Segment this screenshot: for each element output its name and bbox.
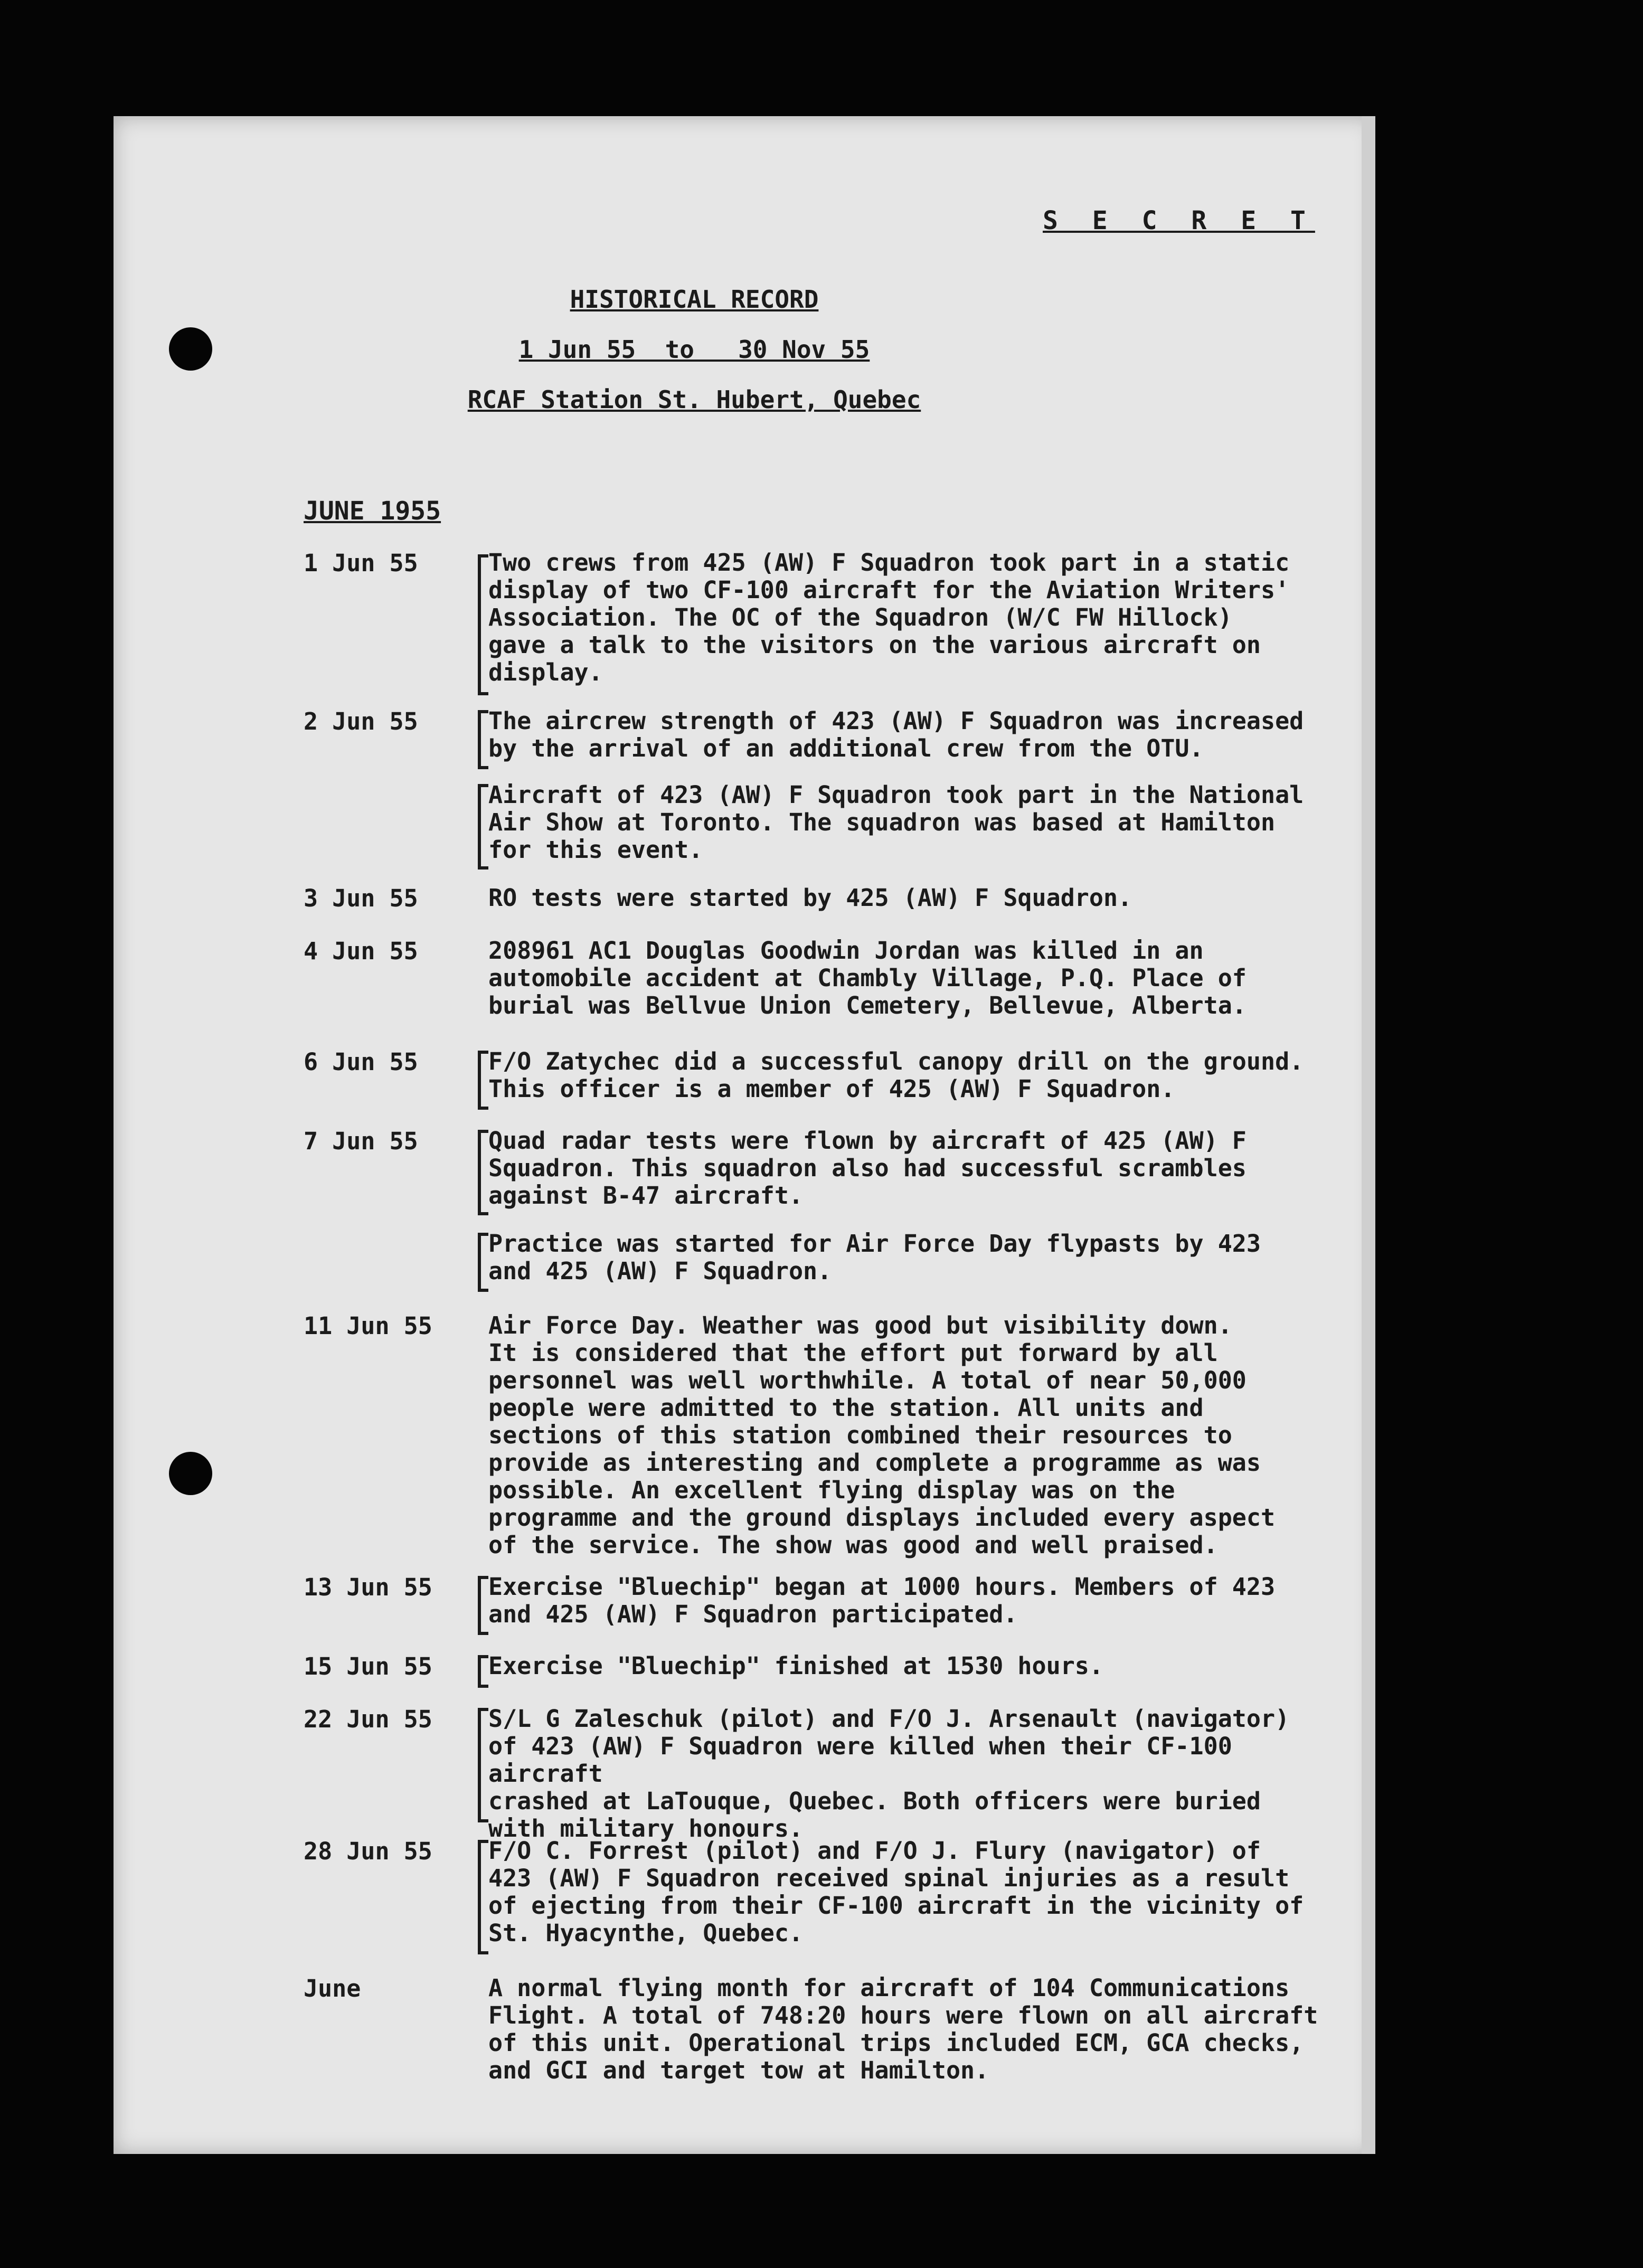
entry-text: Aircraft of 423 (AW) F Squadron took part in the National Air Show at Toronto. The squadron was based at Hamilton for this event.	[488, 781, 1304, 864]
margin-bracket	[478, 1655, 488, 1688]
entry-text: Two crews from 425 (AW) F Squadron took part in a static display of two CF-100 aircraft for the Aviation Writers' Association. The OC of the Squadron (W/C FW Hillock) gave a talk to the visitors on the various aircraft on display.	[488, 549, 1290, 686]
entry-date: June	[304, 1974, 361, 2002]
entry-date: 3 Jun 55	[304, 884, 418, 912]
entry-text: Exercise "Bluechip" began at 1000 hours. Members of 423 and 425 (AW) F Squadron participated.	[488, 1573, 1276, 1628]
margin-bracket	[478, 554, 488, 695]
entry-text: Practice was started for Air Force Day flypasts by 423 and 425 (AW) F Squadron.	[488, 1230, 1261, 1285]
classification-stamp: S E C R E T	[1043, 206, 1315, 235]
month-heading: JUNE 1955	[304, 496, 441, 526]
margin-bracket	[478, 1840, 488, 1954]
margin-bracket	[478, 1576, 488, 1635]
entry-text: S/L G Zaleschuk (pilot) and F/O J. Arsenault (navigator) of 423 (AW) F Squadron were killed when their CF-100 aircraft crashed at LaTouque, Quebec. Both officers were buried with military honours.	[488, 1705, 1290, 1842]
entry-date: 4 Jun 55	[304, 937, 418, 965]
entry-date: 1 Jun 55	[304, 549, 418, 577]
entry-text: Air Force Day. Weather was good but visibility down. It is considered that the effort put forward by all personnel was well worthwhile. A total of near 50,000 people were admitted to the station. All units and sections of this station combined their resources to provide as interesting and complete a programme as was possible. An excellent flying display was on the programme and the ground displays included every aspect of the service. The show was good and well praised.	[488, 1311, 1276, 1559]
entry-text: RO tests were started by 425 (AW) F Squadron.	[488, 884, 1132, 912]
entry-text: Quad radar tests were flown by aircraft of 425 (AW) F Squadron. This squadron also had successful scrambles against B-47 aircraft.	[488, 1127, 1247, 1209]
entry-text: Exercise "Bluechip" finished at 1530 hours.	[488, 1652, 1103, 1680]
entry-date: 2 Jun 55	[304, 707, 418, 735]
margin-bracket	[478, 1233, 488, 1292]
margin-bracket	[478, 1051, 488, 1110]
entry-date: 6 Jun 55	[304, 1048, 418, 1076]
entry-date: 11 Jun 55	[304, 1312, 432, 1340]
entry-text: The aircrew strength of 423 (AW) F Squadron was increased by the arrival of an additional crew from the OTU.	[488, 707, 1304, 762]
entry-date: 7 Jun 55	[304, 1127, 418, 1155]
entry-text: 208961 AC1 Douglas Goodwin Jordan was killed in an automobile accident at Chambly Village, P.Q. Place of burial was Bellvue Union Cemetery, Bellevue, Alberta.	[488, 937, 1247, 1019]
document-title: HISTORICAL RECORD	[570, 285, 819, 314]
margin-bracket	[478, 1130, 488, 1215]
entry-date: 13 Jun 55	[304, 1573, 432, 1601]
page-edge	[1362, 116, 1375, 2154]
margin-bracket	[478, 1708, 488, 1822]
margin-bracket	[478, 784, 488, 870]
entry-date: 15 Jun 55	[304, 1652, 432, 1680]
entry-text: F/O Zatychec did a successful canopy drill on the ground. This officer is a member of 425 (AW) F Squadron.	[488, 1047, 1304, 1103]
document-page	[114, 116, 1375, 2154]
record-period: 1 Jun 55 to 30 Nov 55	[518, 335, 870, 364]
station-name: RCAF Station St. Hubert, Quebec	[467, 385, 921, 414]
entry-text: F/O C. Forrest (pilot) and F/O J. Flury (navigator) of 423 (AW) F Squadron received spinal injuries as a result of ejecting from their CF-100 aircraft in the vicinity of St. Hyacynthe, Quebec.	[488, 1837, 1304, 1947]
margin-bracket	[478, 710, 488, 769]
entry-date: 28 Jun 55	[304, 1837, 432, 1865]
entry-date: 22 Jun 55	[304, 1705, 432, 1733]
punch-hole-bottom	[169, 1452, 212, 1495]
entry-text: A normal flying month for aircraft of 104 Communications Flight. A total of 748:20 hours were flown on all aircraft of this unit. Operational trips included ECM, GCA checks, and GCI and target tow at Hamilton.	[488, 1974, 1318, 2084]
